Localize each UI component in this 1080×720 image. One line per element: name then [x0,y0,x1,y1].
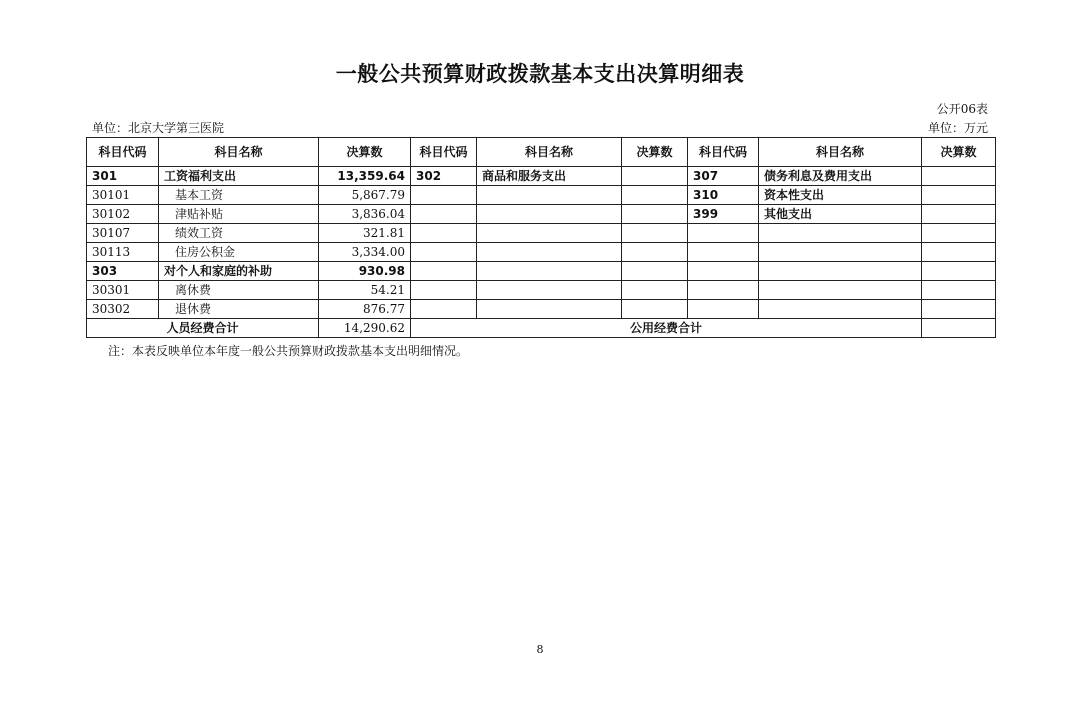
name-cell [477,224,622,243]
amount-cell: 3,836.04 [319,205,411,224]
header-cell: 决算数 [922,138,996,167]
personnel-total-label: 人员经费合计 [87,319,319,338]
header-cell: 科目名称 [159,138,319,167]
name-cell: 绩效工资 [159,224,319,243]
table-row [87,243,996,262]
amount-cell: 930.98 [319,262,411,281]
amount-cell [922,243,996,262]
amount-cell: 13,359.64 [319,167,411,186]
amount-cell: 876.77 [319,300,411,319]
name-cell: 离休费 [159,281,319,300]
code-cell [688,300,759,319]
code-cell: 302 [411,167,477,186]
amount-cell [922,281,996,300]
table-row [87,167,996,186]
code-cell: 30107 [87,224,159,243]
name-cell [759,262,922,281]
code-cell [411,224,477,243]
header-cell: 科目代码 [411,138,477,167]
amount-cell [622,281,688,300]
table-row [87,300,996,319]
code-cell: 30102 [87,205,159,224]
amount-cell: 54.21 [319,281,411,300]
name-cell: 商品和服务支出 [477,167,622,186]
public-total-value [922,319,996,338]
code-cell: 301 [87,167,159,186]
name-cell [759,281,922,300]
name-cell: 基本工资 [159,186,319,205]
code-cell: 310 [688,186,759,205]
code-cell: 307 [688,167,759,186]
name-cell [759,224,922,243]
amount-cell [922,167,996,186]
expenditure-table [86,137,996,338]
code-cell: 399 [688,205,759,224]
name-cell [477,262,622,281]
table-row [87,281,996,300]
code-cell [688,224,759,243]
code-cell [411,281,477,300]
table-row [87,262,996,281]
name-cell: 退休费 [159,300,319,319]
code-cell [411,300,477,319]
totals-row [87,319,996,338]
header-cell: 决算数 [319,138,411,167]
name-cell [759,300,922,319]
code-cell [688,281,759,300]
amount-cell [922,300,996,319]
name-cell: 资本性支出 [759,186,922,205]
name-cell [477,281,622,300]
code-cell [411,186,477,205]
code-cell: 30301 [87,281,159,300]
amount-cell [622,300,688,319]
header-cell: 科目名称 [759,138,922,167]
header-cell: 科目代码 [688,138,759,167]
amount-cell [922,262,996,281]
name-cell [759,243,922,262]
code-cell [411,262,477,281]
name-cell [477,186,622,205]
code-cell [688,243,759,262]
amount-cell [622,186,688,205]
name-cell: 对个人和家庭的补助 [159,262,319,281]
table-row [87,224,996,243]
code-cell: 30302 [87,300,159,319]
code-cell: 303 [87,262,159,281]
amount-cell [622,167,688,186]
amount-cell [622,243,688,262]
amount-cell [622,224,688,243]
name-cell: 津贴补贴 [159,205,319,224]
table-header-row [87,138,996,167]
page-title: 一般公共预算财政拨款基本支出决算明细表 [335,62,745,86]
code-cell [411,205,477,224]
table-note: 注：本表反映单位本年度一般公共预算财政拨款基本支出明细情况。 [108,344,469,358]
code-cell: 30101 [87,186,159,205]
code-cell [688,262,759,281]
amount-cell: 3,334.00 [319,243,411,262]
amount-cell [922,224,996,243]
name-cell: 其他支出 [759,205,922,224]
unit-currency: 单位：万元 [927,121,988,135]
table-row [87,205,996,224]
public-total-label: 公用经费合计 [411,319,922,338]
unit-organization: 单位：北京大学第三医院 [92,121,225,135]
amount-cell [922,186,996,205]
page-number: 8 [536,643,544,656]
name-cell [477,300,622,319]
name-cell: 住房公积金 [159,243,319,262]
header-cell: 科目代码 [87,138,159,167]
name-cell: 工资福利支出 [159,167,319,186]
amount-cell [922,205,996,224]
header-cell: 科目名称 [477,138,622,167]
amount-cell: 321.81 [319,224,411,243]
table-row [87,186,996,205]
code-cell: 30113 [87,243,159,262]
form-number: 公开06表 [936,102,988,116]
name-cell [477,243,622,262]
amount-cell [622,262,688,281]
amount-cell [622,205,688,224]
code-cell [411,243,477,262]
header-cell: 决算数 [622,138,688,167]
personnel-total-value: 14,290.62 [319,319,411,338]
amount-cell: 5,867.79 [319,186,411,205]
name-cell [477,205,622,224]
name-cell: 债务利息及费用支出 [759,167,922,186]
